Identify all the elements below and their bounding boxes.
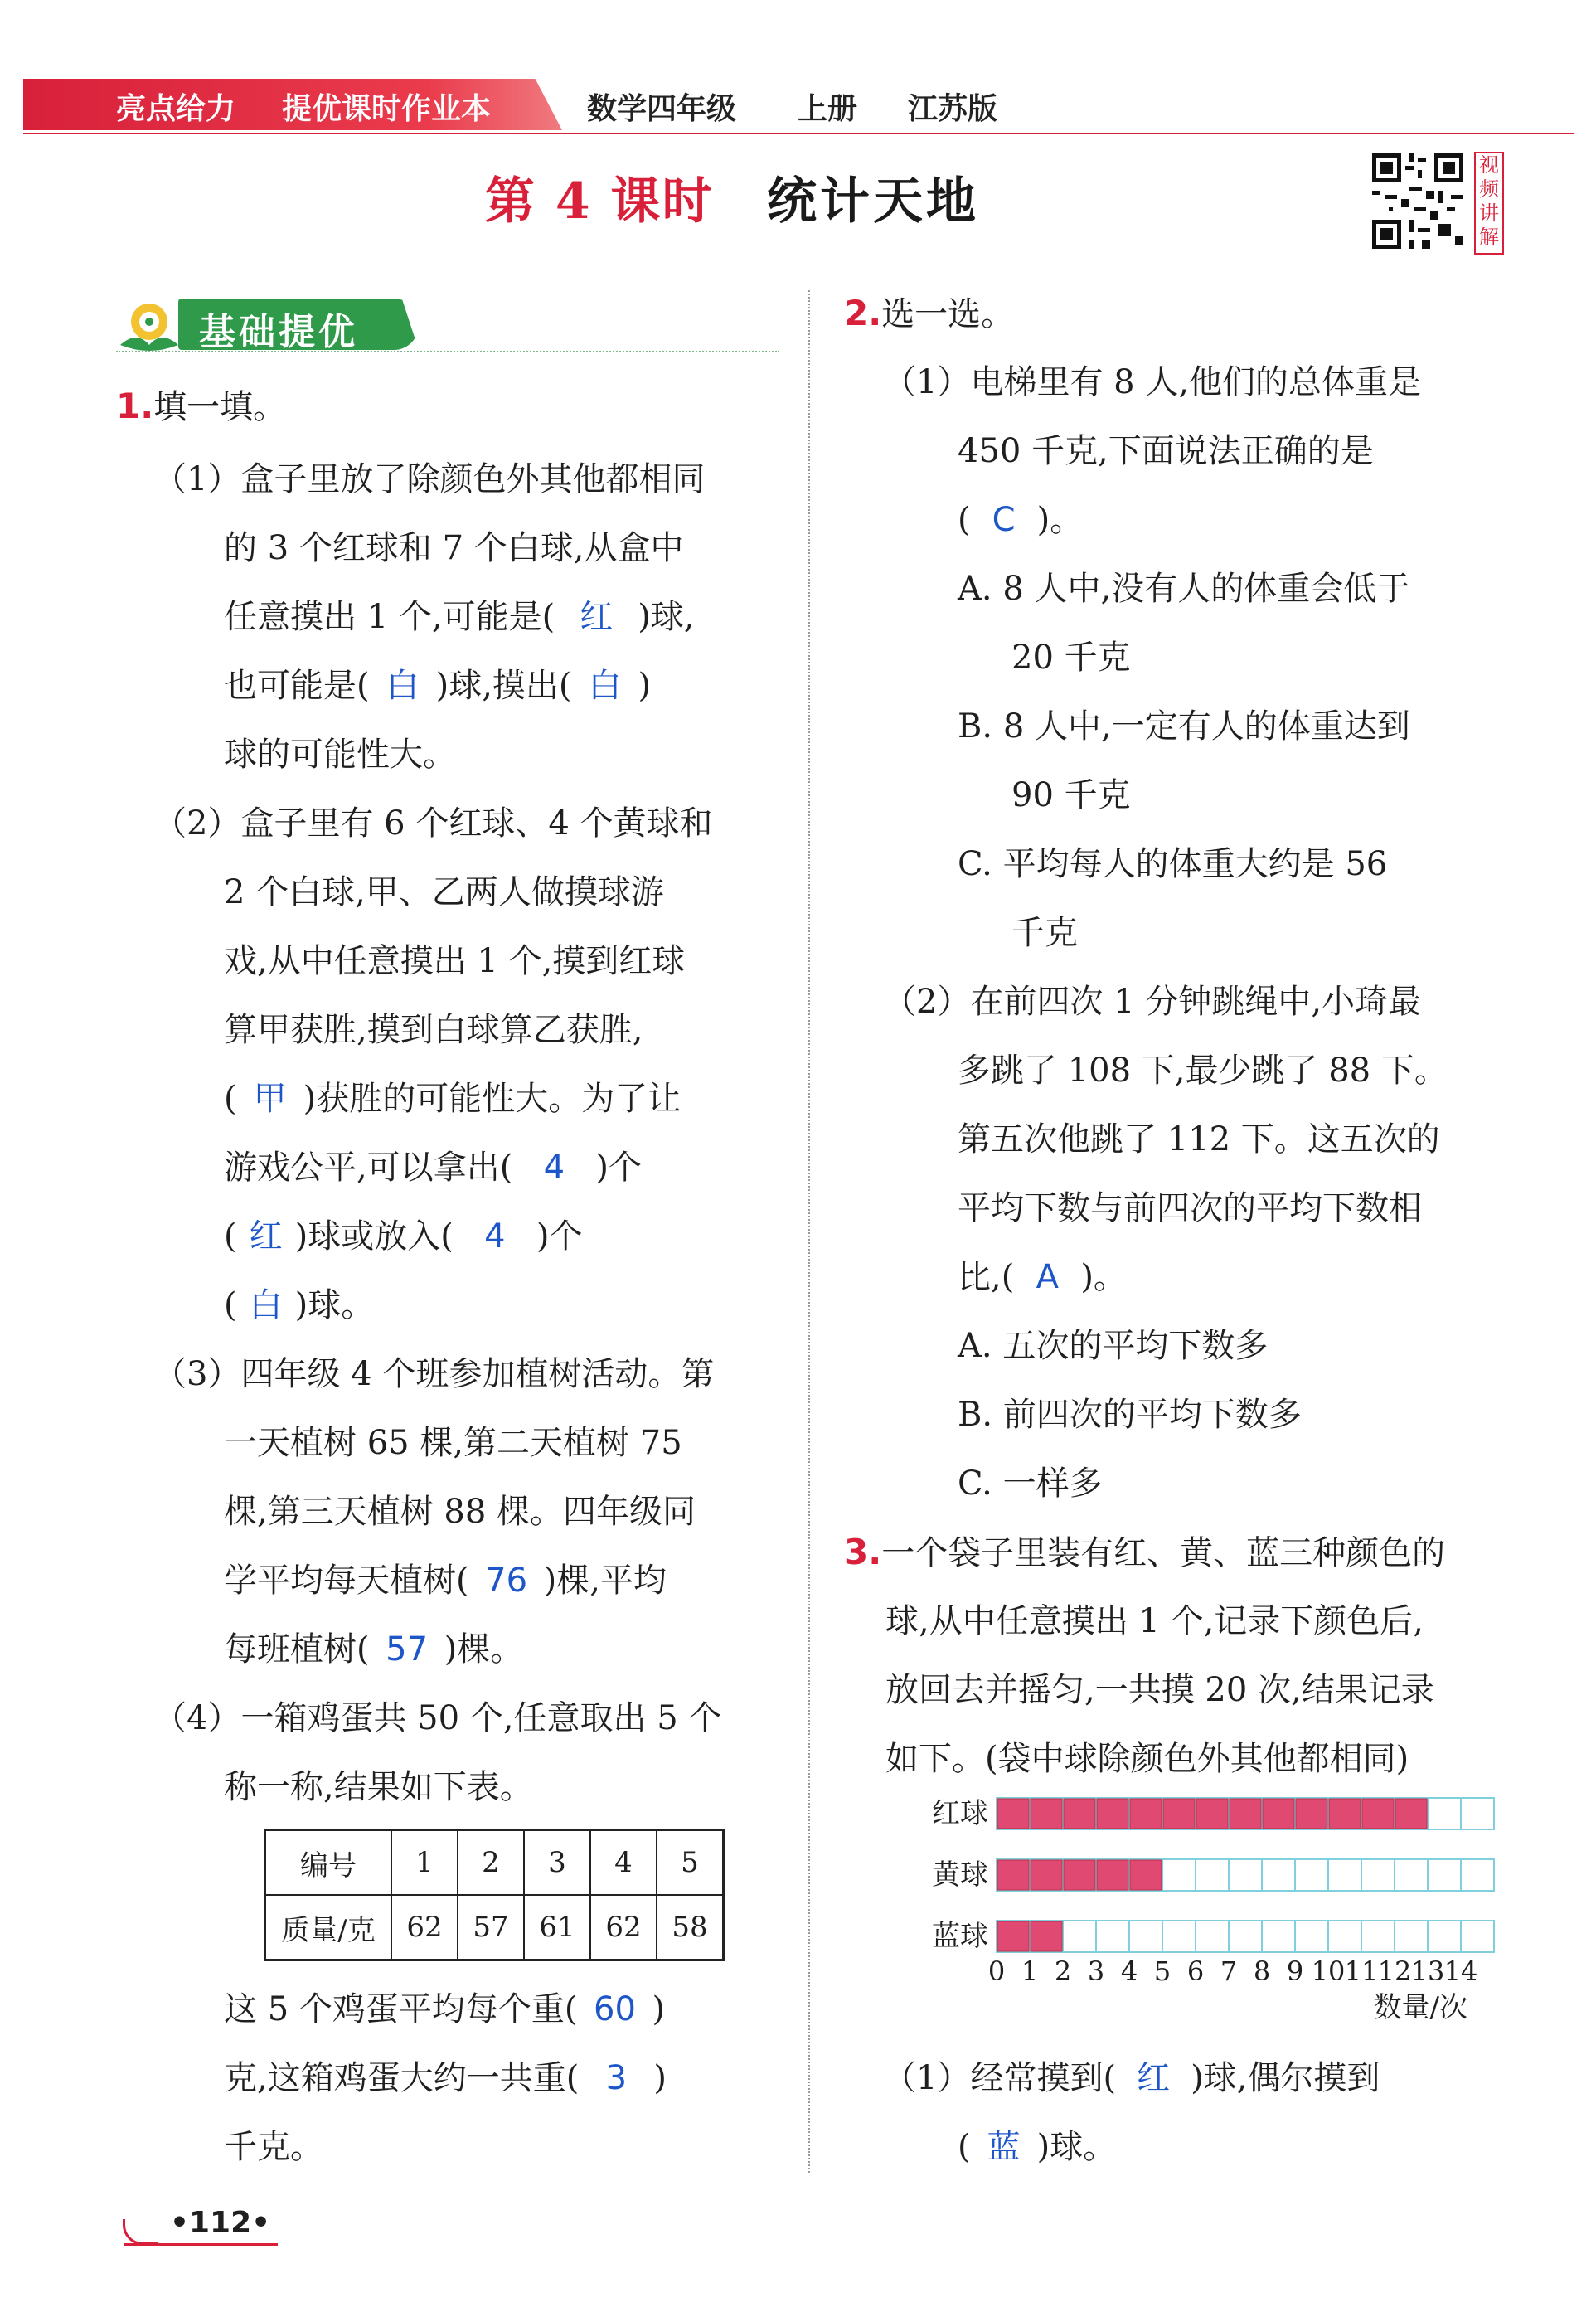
q2-p1-line	[958, 497, 1083, 543]
q3-number: 3.	[844, 1532, 882, 1572]
chart-bar	[1031, 1921, 1062, 1951]
video-explain-tag[interactable]	[1474, 152, 1504, 255]
chart-grid-cell	[1428, 1798, 1461, 1829]
q1-p2-line	[224, 1213, 582, 1260]
chart-grid-cell	[1063, 1921, 1096, 1952]
q1-p1-line	[224, 663, 651, 709]
text: )获胜的可能性大。为了让	[303, 1080, 682, 1118]
chart-grid-cell	[1229, 1921, 1262, 1952]
q3-line: 放回去并摇匀,一共摸 20 次,结果记录	[885, 1671, 1434, 1709]
table-cell: 4	[590, 1830, 657, 1896]
q1-p3-line: （3）四年级 4 个班参加植树活动。第	[153, 1355, 715, 1393]
table-header-cell: 质量/克	[265, 1895, 392, 1960]
q1-p2-line	[224, 1144, 642, 1191]
chart-tick-label: 3	[1087, 1955, 1105, 1987]
q1-p1-line: 的 3 个红球和 7 个白球,从盒中	[224, 529, 684, 567]
answer-blank[interactable]: 57	[386, 1630, 429, 1669]
q1-title: 填一填。	[153, 388, 287, 426]
text: )球或放入(	[294, 1217, 454, 1256]
q1-p1-line: （1）盒子里放了除颜色外其他都相同	[153, 460, 706, 498]
chart-bar	[1097, 1799, 1128, 1829]
text: (	[224, 1217, 237, 1256]
table-cell: 1	[391, 1830, 458, 1896]
q2-p2-option: C. 一样多	[958, 1465, 1103, 1503]
text: )	[638, 667, 652, 705]
egg-weight-table	[264, 1829, 725, 1961]
chart-bar	[1296, 1799, 1327, 1829]
chart-grid-cell	[1361, 1921, 1395, 1952]
chart-tick-label: 10	[1311, 1955, 1346, 1987]
table-cell: 5	[657, 1830, 724, 1896]
text: )个	[595, 1149, 642, 1187]
chart-grid-cell	[1361, 1859, 1395, 1891]
answer-blank[interactable]: 白	[249, 1286, 283, 1324]
chart-bar	[1130, 1799, 1162, 1829]
chart-bar	[1031, 1799, 1062, 1829]
chart-tick-label: 5	[1153, 1955, 1172, 1987]
chart-tick-label: 12	[1377, 1955, 1412, 1987]
text: (	[224, 1286, 237, 1324]
text: )。	[1080, 1258, 1127, 1296]
chart-bar	[997, 1921, 1029, 1951]
chart-x-axis-label: 数量/次	[1373, 1991, 1467, 2023]
text: (	[224, 1080, 237, 1118]
text: )	[652, 1990, 666, 2028]
text: (	[958, 2128, 971, 2166]
q1-p3-line	[224, 1557, 667, 1604]
text: )棵。	[444, 1630, 524, 1669]
chart-grid-cell	[1428, 1859, 1461, 1891]
text: 一个袋子里装有红、黄、蓝三种颜色的	[881, 1534, 1446, 1572]
text: (	[958, 501, 971, 539]
chart-bar	[997, 1860, 1029, 1890]
chart-grid-cell	[1395, 1859, 1428, 1891]
table-cell: 3	[524, 1830, 590, 1896]
chart-tick-label: 4	[1120, 1955, 1138, 1987]
chart-bar	[1064, 1799, 1095, 1829]
q2-p2-line: 平均下数与前四次的平均下数相	[958, 1189, 1422, 1227]
chart-tick-label: 7	[1220, 1955, 1238, 1987]
q2-p1-option: 20 千克	[1011, 639, 1131, 677]
chart-bar	[997, 1799, 1029, 1829]
q1-p4-line	[224, 2055, 667, 2101]
q1-p2-line	[224, 1076, 681, 1122]
qr-tag-char: 视	[1479, 153, 1499, 177]
qr-tag-char: 频	[1479, 177, 1499, 201]
table-cell: 2	[458, 1830, 524, 1896]
q2-p1-option: 千克	[1011, 914, 1078, 952]
chart-grid-cell	[1395, 1921, 1428, 1952]
q1-p2-line: （2）盒子里有 6 个红球、4 个黄球和	[153, 804, 713, 843]
text: )球,偶尔摸到	[1191, 2059, 1380, 2097]
chart-grid-cell	[1461, 1798, 1494, 1829]
q3-p1-line	[958, 2124, 1116, 2170]
chart-tick-label: 8	[1253, 1955, 1271, 1987]
chart-grid-cell	[1295, 1859, 1328, 1891]
table-row	[265, 1830, 724, 1896]
chart-grid-cell	[1196, 1859, 1229, 1891]
chart-bar	[1031, 1860, 1062, 1890]
table-cell: 62	[590, 1895, 657, 1960]
chart-tick-label: 9	[1286, 1955, 1304, 1987]
header-rule	[23, 133, 1574, 134]
chart-grid-cell	[1328, 1921, 1361, 1952]
section-rule	[116, 351, 779, 352]
q1-p4-line	[224, 1986, 665, 2033]
text: )球,	[638, 598, 695, 636]
q1-p1-line	[224, 594, 695, 640]
qr-code-icon[interactable]	[1368, 149, 1467, 253]
answer-blank[interactable]: 红	[249, 1217, 283, 1256]
q2-p2-line: （2）在前四次 1 分钟跳绳中,小琦最	[883, 983, 1422, 1021]
text: （1）经常摸到(	[883, 2059, 1117, 2097]
q2-p1-option: C. 平均每人的体重大约是 56	[958, 845, 1388, 883]
chart-category-label: 红球	[932, 1797, 988, 1830]
q1-p2-line: 算甲获胜,摸到白球算乙获胜,	[224, 1011, 643, 1049]
answer-blank[interactable]: 白	[386, 667, 420, 705]
text: 这 5 个鸡蛋平均每个重(	[224, 1990, 578, 2028]
q2-number: 2.	[844, 293, 882, 333]
q3-line	[844, 1529, 1445, 1576]
q3-line: 如下。(袋中球除颜色外其他都相同)	[885, 1740, 1409, 1778]
sprout-icon	[116, 297, 182, 355]
q1-p3-line: 棵,第三天植树 88 棵。四年级同	[224, 1493, 696, 1531]
chart-grid-cell	[1162, 1921, 1196, 1952]
q1-p3-line: 一天植树 65 棵,第二天植树 75	[224, 1424, 682, 1462]
chart-grid-cell	[1295, 1921, 1328, 1952]
text: 比,(	[958, 1258, 1015, 1296]
chart-grid-cell	[1096, 1921, 1129, 1952]
answer-blank[interactable]: C	[992, 501, 1016, 539]
text: )球。	[1036, 2128, 1117, 2166]
text: 学平均每天植树(	[224, 1562, 469, 1600]
text: )。	[1036, 501, 1084, 539]
chart-grid-cell	[1262, 1921, 1295, 1952]
table-header-cell: 编号	[265, 1830, 392, 1896]
q2-title: 选一选。	[881, 295, 1015, 333]
chart-bar	[1263, 1799, 1294, 1829]
text: 克,这箱鸡蛋大约一共重(	[224, 2059, 580, 2097]
table-cell: 61	[524, 1895, 590, 1960]
q2-p1-option: 90 千克	[1011, 776, 1131, 814]
chart-bar	[1230, 1799, 1261, 1829]
text: 也可能是(	[224, 667, 370, 705]
answer-blank[interactable]: 白	[588, 667, 622, 705]
q2-p1-option: A. 8 人中,没有人的体重会低于	[958, 570, 1410, 608]
chart-tick-label: 11	[1344, 1955, 1379, 1987]
page-number-hook	[123, 2219, 158, 2245]
header-series: 提优课时作业本	[282, 92, 492, 126]
answer-blank[interactable]: 4	[543, 1149, 565, 1187]
answer-blank[interactable]: 4	[484, 1217, 506, 1256]
q2-p2-line: 多跳了 108 下,最少跳了 88 下。	[958, 1052, 1448, 1090]
q2-p2-option: B. 前四次的平均下数多	[958, 1396, 1302, 1434]
chart-tick-label: 14	[1443, 1955, 1478, 1987]
chart-bar	[1163, 1799, 1195, 1829]
answer-blank[interactable]: 3	[605, 2059, 628, 2097]
answer-blank[interactable]: 红	[580, 598, 614, 636]
chart-category-label: 黄球	[932, 1858, 988, 1892]
chart-grid-cell	[1461, 1859, 1494, 1891]
chart-grid-cell	[1428, 1921, 1461, 1952]
q1-p2-line: 2 个白球,甲、乙两人做摸球游	[224, 873, 664, 911]
answer-blank[interactable]: 甲	[253, 1080, 287, 1118]
chart-bar	[1196, 1799, 1228, 1829]
chart-tick-label: 2	[1054, 1955, 1072, 1987]
chart-bar	[1097, 1860, 1128, 1890]
q2-p1-option: B. 8 人中,一定有人的体重达到	[958, 707, 1410, 746]
q2-p2-line: 第五次他跳了 112 下。这五次的	[958, 1120, 1440, 1159]
answer-blank[interactable]: A	[1036, 1258, 1060, 1296]
page-number: •112•	[170, 2206, 271, 2240]
text: )	[653, 2059, 667, 2097]
chart-bar	[1362, 1799, 1394, 1829]
text: 每班植树(	[224, 1630, 370, 1669]
text: )个	[536, 1217, 583, 1256]
text: )棵,平均	[543, 1562, 667, 1600]
table-cell: 57	[458, 1895, 524, 1960]
chart-grid-cell	[1328, 1859, 1361, 1891]
text: )球。	[294, 1286, 375, 1324]
ball-draw-chart	[904, 1783, 1534, 2023]
q2-p1-line: （1）电梯里有 8 人,他们的总体重是	[883, 363, 1422, 401]
header-edition: 江苏版	[908, 92, 998, 126]
q2-p2-option: A. 五次的平均下数多	[958, 1327, 1269, 1365]
qr-tag-char: 讲	[1479, 202, 1499, 225]
chart-grid-cell	[1262, 1859, 1295, 1891]
header-brand: 亮点给力	[116, 92, 236, 126]
q1-p4-line: （4）一箱鸡蛋共 50 个,任意取出 5 个	[153, 1699, 722, 1737]
chart-grid-cell	[1162, 1859, 1196, 1891]
chart-bar	[1329, 1799, 1361, 1829]
page-number-rule	[124, 2243, 278, 2246]
q1-heading	[116, 383, 286, 430]
q1-p3-line	[224, 1626, 523, 1673]
lesson-title: 统计天地	[767, 172, 979, 231]
qr-tag-char: 解	[1479, 226, 1499, 249]
q2-heading	[844, 290, 1014, 338]
answer-blank[interactable]: 蓝	[987, 2128, 1021, 2166]
q1-p1-line: 球的可能性大。	[224, 736, 456, 774]
q3-line: 球,从中任意摸出 1 个,记录下颜色后,	[885, 1602, 1424, 1640]
q2-p2-line	[958, 1254, 1127, 1300]
text: )球,摸出(	[435, 667, 572, 705]
table-cell: 58	[657, 1895, 724, 1960]
answer-blank[interactable]: 60	[594, 1990, 636, 2028]
chart-grid-cell	[1229, 1859, 1262, 1891]
table-cell: 62	[391, 1895, 458, 1960]
chart-tick-label: 6	[1186, 1955, 1205, 1987]
answer-blank[interactable]: 76	[485, 1562, 528, 1600]
q1-p2-line	[224, 1282, 374, 1329]
header-volume: 上册	[798, 92, 858, 126]
answer-blank[interactable]: 红	[1137, 2059, 1171, 2097]
q1-p2-line: 戏,从中任意摸出 1 个,摸到红球	[224, 942, 686, 980]
section-title: 基础提优	[199, 311, 358, 353]
q1-number: 1.	[116, 386, 154, 426]
text: 任意摸出 1 个,可能是(	[224, 598, 555, 636]
chart-category-label: 蓝球	[932, 1920, 988, 1953]
table-row	[265, 1895, 724, 1960]
q2-p1-line: 450 千克,下面说法正确的是	[958, 432, 1374, 470]
chart-bar	[1130, 1860, 1162, 1890]
chart-bar	[1395, 1799, 1427, 1829]
q1-p4-line: 称一称,结果如下表。	[224, 1768, 533, 1806]
chart-tick-label: 0	[987, 1955, 1006, 1987]
chart-grid-cell	[1129, 1921, 1162, 1952]
header-subject: 数学四年级	[587, 92, 737, 126]
chart-bar	[1064, 1860, 1095, 1890]
text: 游戏公平,可以拿出(	[224, 1149, 513, 1187]
lesson-number: 第 4 课时	[485, 172, 714, 231]
chart-tick-label: 1	[1021, 1955, 1039, 1987]
chart-grid-cell	[1461, 1921, 1494, 1952]
chart-tick-labels	[988, 1955, 1478, 1987]
q3-p1-line	[883, 2055, 1380, 2101]
column-divider	[808, 290, 810, 2173]
q1-p4-line: 千克。	[224, 2128, 323, 2166]
chart-category-labels	[932, 1797, 988, 1953]
chart-grid-cell	[1196, 1921, 1229, 1952]
chart-tick-label: 13	[1410, 1955, 1445, 1987]
